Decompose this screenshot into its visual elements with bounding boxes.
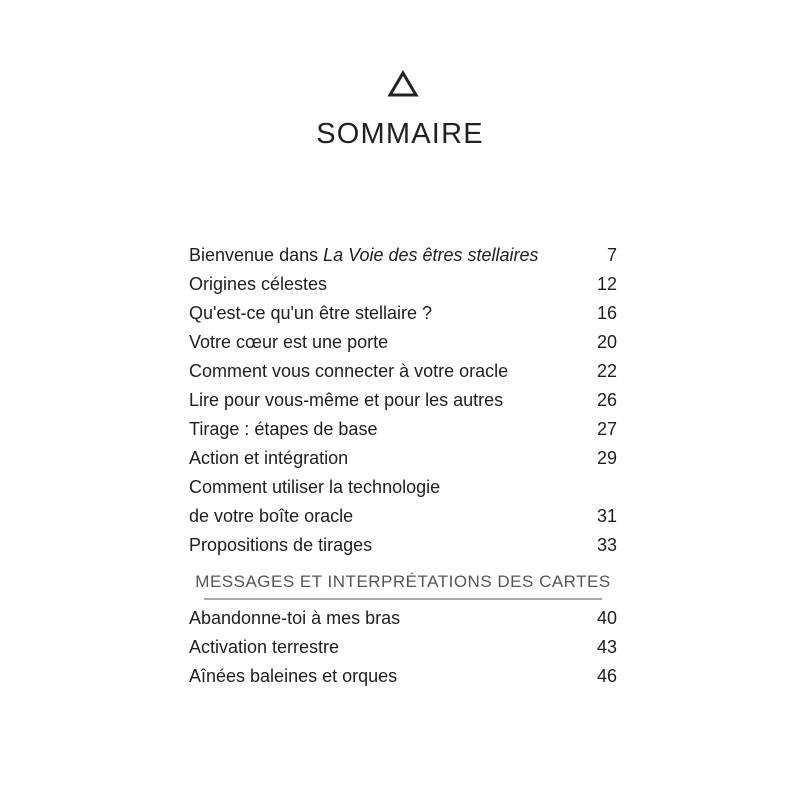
toc-entry-title-text: Qu'est-ce qu'un être stellaire ?: [189, 303, 432, 323]
toc-entry-book-title: La Voie des êtres stellaires: [323, 245, 539, 265]
toc-entry-title: [189, 502, 353, 531]
toc-entry-page-number: 29: [596, 448, 617, 468]
toc-entry-page-number: 43: [596, 637, 617, 657]
toc-entry-title: [189, 241, 539, 270]
toc-entry-title-text: Aînées baleines et orques: [189, 666, 398, 686]
toc-entry-title: [189, 444, 348, 473]
toc-entry-title-text: Comment utiliser la technologie: [189, 477, 441, 497]
toc-entry-page-number: 7: [606, 245, 617, 265]
toc-entry-title: [189, 386, 503, 415]
toc-list-cards: [189, 604, 617, 691]
toc-entry: [189, 662, 617, 691]
toc-entry-page-number: 20: [596, 332, 617, 352]
triangle-icon: [387, 70, 419, 98]
toc-entry-title: [189, 328, 388, 357]
toc-entry-title: [189, 662, 397, 691]
toc-entry-page-number: 16: [596, 303, 617, 323]
toc-entry: [189, 531, 617, 560]
toc-entry: [189, 502, 617, 531]
section-divider: [204, 598, 602, 600]
toc-entry-title-text: Bienvenue dans: [189, 245, 324, 265]
toc-entry-title: [189, 415, 377, 444]
toc-entry: [189, 633, 617, 662]
toc-entry-title: [189, 299, 432, 328]
toc-entry-title: [189, 270, 327, 299]
toc-entry-title-text: Abandonne-toi à mes bras: [189, 608, 401, 628]
toc-entry: [189, 270, 617, 299]
toc-entry: [189, 299, 617, 328]
toc-entry-title: [189, 633, 339, 662]
toc-entry-title-text: Action et intégration: [189, 448, 349, 468]
toc-entry-page-number: 31: [596, 506, 617, 526]
toc-entry-page-number: 46: [596, 666, 617, 686]
toc-entry-title-text: Origines célestes: [189, 274, 328, 294]
toc-entry-page-number: 22: [596, 361, 617, 381]
toc-entry-title-text: de votre boîte oracle: [189, 506, 354, 526]
toc-entry-title: [189, 531, 372, 560]
toc-entry: [189, 241, 617, 270]
toc-list-intro: [189, 241, 617, 560]
toc-entry: [189, 386, 617, 415]
toc-entry-title-text: Propositions de tirages: [189, 535, 373, 555]
toc-entry-page-number: 26: [596, 390, 617, 410]
toc-entry-title: [189, 473, 440, 502]
toc-entry-title: [189, 604, 400, 633]
page-title: SOMMAIRE: [316, 118, 484, 150]
toc-entry: [189, 328, 617, 357]
toc-entry: [189, 415, 617, 444]
toc-entry-title: [189, 357, 508, 386]
toc-entry: [189, 357, 617, 386]
toc-entry-page-number: 12: [596, 274, 617, 294]
toc-entry: [189, 604, 617, 633]
toc-entry: [189, 444, 617, 473]
section-heading: MESSAGES ET INTERPRÉTATIONS DES CARTES: [195, 572, 611, 591]
toc-entry-page-number: 40: [596, 608, 617, 628]
toc-entry-title-text: Tirage : étapes de base: [189, 419, 378, 439]
toc-entry: [189, 473, 617, 502]
toc-entry-title-text: Comment vous connecter à votre oracle: [189, 361, 509, 381]
toc-entry-page-number: 33: [596, 535, 617, 555]
toc-entry-title-text: Votre cœur est une porte: [189, 332, 389, 352]
toc-entry-page-number: 27: [596, 419, 617, 439]
toc-entry-title-text: Activation terrestre: [189, 637, 340, 657]
toc-entry-title-text: Lire pour vous-même et pour les autres: [189, 390, 504, 410]
